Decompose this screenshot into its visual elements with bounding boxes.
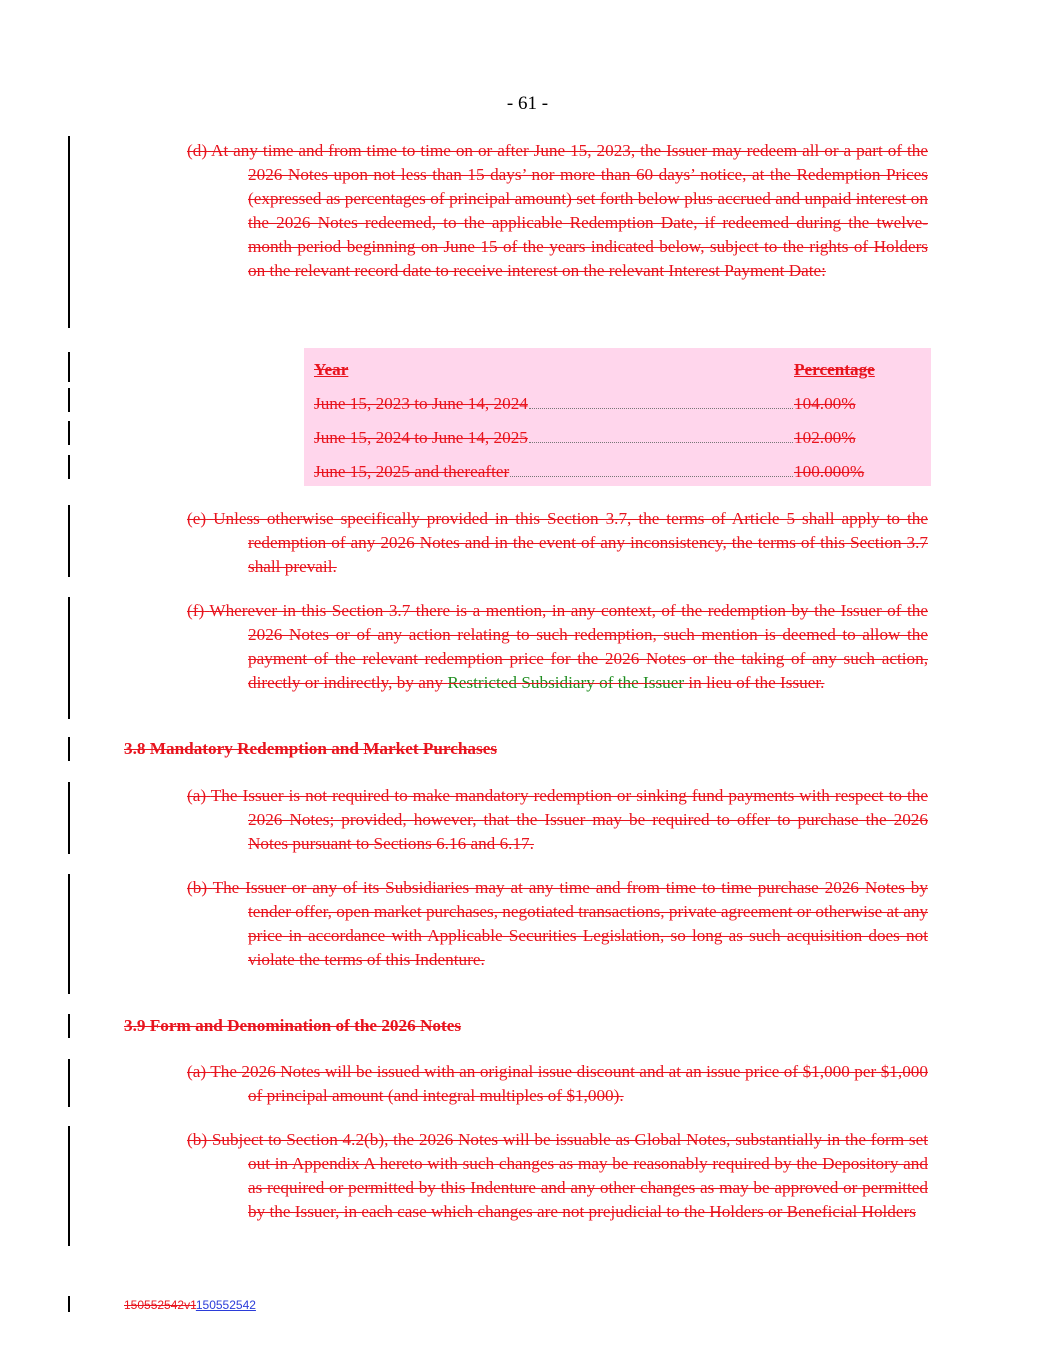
page-number: - 61 - (506, 93, 549, 114)
year-cell: June 15, 2023 to June 14, 2024 (314, 394, 528, 413)
paragraph-3-8-a (187, 784, 928, 856)
percentage-column-header: Percentage (794, 360, 875, 379)
table-row (314, 386, 899, 414)
year-cell: June 15, 2024 to June 14, 2025 (314, 428, 528, 447)
inserted-document-id: 150552542 (195, 1298, 256, 1312)
paragraph-text: Subject to Section 4.2(b), the 2026 Notes will be issuable as Global Notes, substantially in the form set out in Appendix A hereto with such changes as may be reasonably required by the Depository and as required or permitted by this Indenture and any other changes as may be approved or permitted by the Issuer, in each case which changes are not prejudicial to the Holders or Beneficial Holders (211, 1130, 929, 1221)
change-bar (68, 421, 70, 445)
table-row (314, 454, 899, 482)
paragraph-label: (b) (187, 878, 208, 897)
dot-leader (529, 442, 793, 443)
paragraph-e (187, 507, 928, 579)
year-cell: June 15, 2025 and thereafter (314, 462, 510, 481)
change-bar (68, 388, 70, 412)
paragraph-label: (a) (187, 786, 207, 805)
paragraph-3-9-a (187, 1060, 928, 1108)
paragraph-text: Unless otherwise specifically provided in this Section 3.7, the terms of Article 5 shall apply to the redemption of any 2026 Notes and in the event of any inconsistency, the terms of this Section 3.7 shall prevail. (213, 509, 928, 576)
change-bar (68, 1296, 70, 1312)
dot-leader (529, 408, 793, 409)
percentage-cell: 104.00% (794, 394, 856, 413)
paragraph-text-end: in lieu of the Issuer. (688, 673, 825, 692)
paragraph-label: (e) (187, 509, 207, 528)
change-bar (68, 874, 70, 994)
paragraph-label: (b) (187, 1130, 208, 1149)
table-header-row (314, 352, 899, 380)
paragraph-text: Wherever in this Section 3.7 there is a mention, in any context, of the redemption by the Issuer of the 2026 Notes or of any action relating to such redemption, such mention is deemed to allow the payment of the relevant redemption price for the 2026 Notes or the taking of any such action, directly or indirectly, by any (209, 601, 928, 692)
change-bar (68, 1126, 70, 1246)
change-bar (68, 737, 70, 761)
paragraph-label: (a) (187, 1062, 207, 1081)
change-bar (68, 455, 70, 479)
section-heading-3-8: 3.8 Mandatory Redemption and Market Purchases (124, 739, 498, 758)
redemption-price-table (304, 348, 931, 486)
paragraph-text: The 2026 Notes will be issued with an original issue discount and at an issue price of $1,000 per $1,000 of principal amount (and integral multiples of $1,000). (210, 1062, 928, 1105)
percentage-cell: 102.00% (794, 428, 856, 447)
year-column-header: Year (314, 360, 349, 379)
paragraph-text: The Issuer is not required to make mandatory redemption or sinking fund payments with respect to the 2026 Notes; provided, however, that the Issuer may be required to offer to purchase the 2026 Notes pursuant to Sections 6.16 and 6.17. (210, 786, 928, 853)
table-row (314, 420, 899, 448)
paragraph-text: At any time and from time to time on or after June 15, 2023, the Issuer may redeem all or a part of the 2026 Notes upon not less than 15 days’ nor more than 60 days’ notice, at the Redemption Prices (expressed as percentages of principal amount) set forth below plus accrued and unpaid interest on the 2026 Notes redeemed, to the applicable Redemption Date, if redeemed during the twelve-month period beginning on June 15 of the years indicated below, subject to the rights of Holders on the relevant record date to receive interest on the relevant Interest Payment Date: (211, 141, 928, 280)
paragraph-label: (d) (187, 141, 208, 160)
section-heading-3-9: 3.9 Form and Denomination of the 2026 Notes (124, 1016, 462, 1035)
change-bar (68, 597, 70, 719)
change-bar (68, 505, 70, 577)
document-id-footer (124, 1298, 256, 1312)
change-bar (68, 136, 70, 328)
percentage-cell: 100.000% (794, 462, 865, 481)
deleted-document-id: 150552542v1 (124, 1298, 196, 1312)
paragraph-3-9-b (187, 1128, 928, 1224)
change-bar (68, 352, 70, 382)
change-bar (68, 1059, 70, 1107)
paragraph-d (187, 139, 928, 283)
dot-leader (510, 476, 793, 477)
paragraph-f (187, 599, 928, 695)
change-bar (68, 782, 70, 854)
paragraph-label: (f) (187, 601, 205, 620)
paragraph-text: The Issuer or any of its Subsidiaries may at any time and from time to time purchase 2026 Notes by tender offer, open market purchases, negotiated transactions, private agreement or otherwise at any price in accordance with Applicable Securities Legislation, so long as such acquisition does not violate the terms of this Indenture. (212, 878, 929, 969)
change-bar (68, 1014, 70, 1038)
paragraph-3-8-b (187, 876, 928, 972)
moved-text: Restricted Subsidiary of the Issuer (447, 673, 685, 692)
